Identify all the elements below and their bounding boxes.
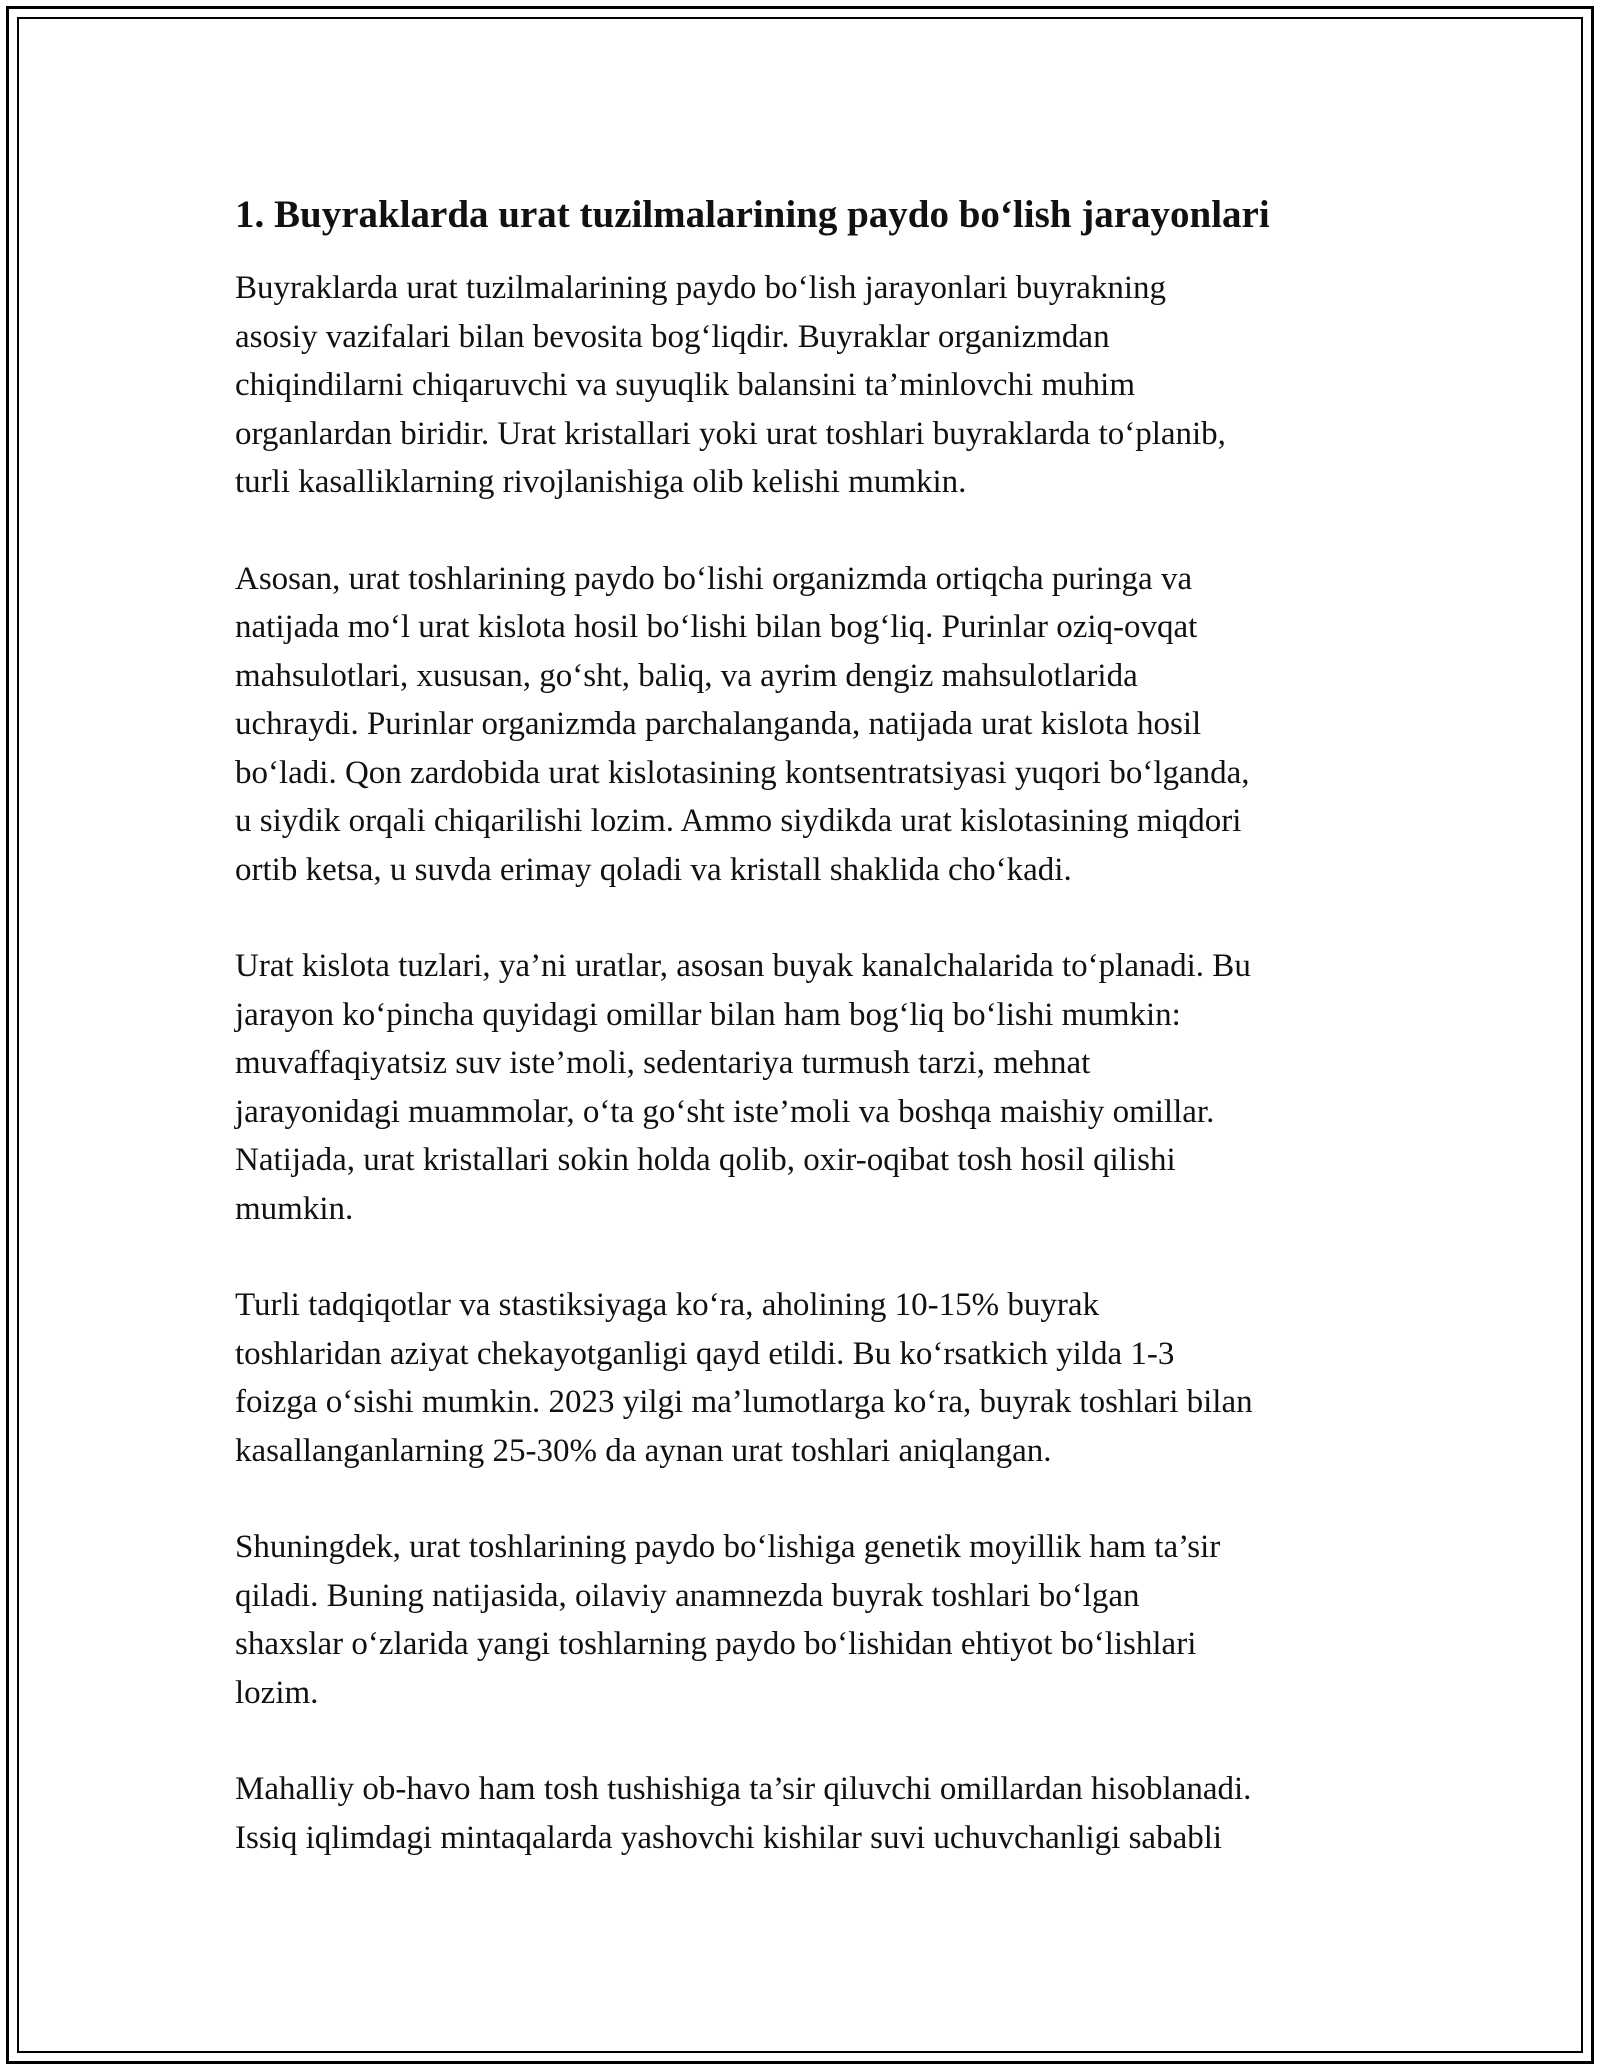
- section-heading: 1. Buyraklarda urat tuzilmalarining paydo bo‘lish jarayonlari: [235, 193, 1270, 236]
- document-body: [235, 188, 1385, 1910]
- paragraph-4: Turli tadqiqotlar va stastiksiyaga ko‘ra, aholining 10-15% buyrak toshlaridan aziyat chekayotganligi qayd etildi. Bu ko‘rsatkich yilda 1-3 foizga o‘sishi mumkin. 2023 yilgi ma’lumotlarga ko‘ra, buyrak toshlari bilan kasallanganlarning 25-30% da aynan urat toshlari aniqlangan.: [235, 1287, 1253, 1469]
- paragraph-5: Shuningdek, urat toshlarining paydo bo‘lishiga genetik moyillik ham ta’sir qiladi. Buning natijasida, oilaviy anamnezda buyrak toshlari bo‘lgan shaxslar o‘zlarida yangi toshlarning paydo bo‘lishidan ehtiyot bo‘lishlari lozim.: [235, 1529, 1221, 1711]
- paragraph-3: Urat kislota tuzlari, ya’ni uratlar, asosan buyak kanalchalarida to‘planadi. Bu jarayon ko‘pincha quyidagi omillar bilan ham bog‘liq bo‘lishi mumkin: muvaffaqiyatsiz suv iste’moli, sedentariya turmush tarzi, mehnat jarayonidagi muammolar, o‘ta go‘sht iste’moli va boshqa maishiy omillar. Natijada, urat kristallari sokin holda qolib, oxir-oqibat tosh hosil qilishi mumkin.: [235, 948, 1251, 1227]
- paragraph-6: Mahalliy ob-havo ham tosh tushishiga ta’sir qiluvchi omillardan hisoblanadi. Issiq iqlimdagi mintaqalarda yashovchi kishilar suvi uchuvchanligi sababli: [235, 1771, 1252, 1856]
- paragraph-2: Asosan, urat toshlarining paydo bo‘lishi organizmda ortiqcha puringa va natijada mo‘l urat kislota hosil bo‘lishi bilan bog‘liq. Purinlar oziq-ovqat mahsulotlari, xususan, go‘sht, baliq, va ayrim dengiz mahsulotlarida uchraydi. Purinlar organizmda parchalanganda, natijada urat kislota hosil bo‘ladi. Qon zardobida urat kislotasining kontsentratsiyasi yuqori bo‘lganda, u siydik orqali chiqarilishi lozim. Ammo siydikda urat kislotasining miqdori ortib ketsa, u suvda erimay qoladi va kristall shaklida cho‘kadi.: [235, 560, 1250, 888]
- paragraph-1: Buyraklarda urat tuzilmalarining paydo bo‘lish jarayonlari buyrakning asosiy vazifalari bilan bevosita bog‘liqdir. Buyraklar organizmdan chiqindilarni chiqaruvchi va suyuqlik balansini ta’minlovchi muhim organlardan biridir. Urat kristallari yoki urat toshlari buyraklarda to‘planib, turli kasalliklarning rivojlanishiga olib kelishi mumkin.: [235, 270, 1226, 500]
